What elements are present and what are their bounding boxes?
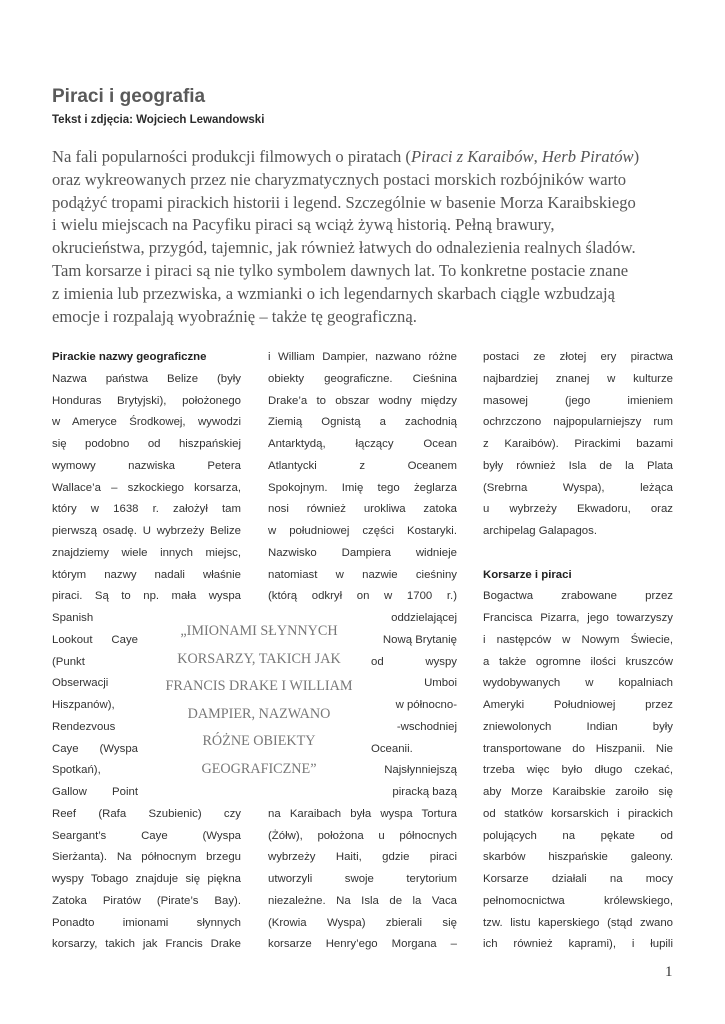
body-line: Zatoka Piratów (Pirate’s Bay).	[52, 894, 241, 907]
body-line: i następców w Nowym Świecie,	[483, 633, 673, 646]
lead-paragraph	[52, 146, 682, 328]
body-line: wybrzeży Haiti, gdzie piraci	[268, 851, 457, 864]
body-line: obiekty geograficzne. Cieśnina	[268, 372, 457, 385]
body-line: najbardziej znanej w kulturze	[483, 372, 673, 385]
body-line: polujących na pękate od	[483, 829, 673, 842]
body-line: Najsłynniejszą	[384, 764, 457, 777]
body-line: Lookout Caye	[52, 633, 138, 646]
body-line: Sierżanta). Na północnym brzegu	[52, 851, 241, 864]
body-line: Reef (Rafa Szubienic) czy	[52, 807, 241, 820]
body-line: Spotkań),	[52, 764, 101, 777]
body-line: masowej (jego imieniem	[483, 394, 673, 407]
body-line: niezależne. Na Isla de la Vaca	[268, 894, 457, 907]
body-line: Korsarze działali na mocy	[483, 873, 673, 885]
body-line: (Srebrna Wyspa), leżąca	[483, 481, 673, 494]
body-line: trzeba więc było długo czekać,	[483, 764, 673, 777]
body-line: Nową Brytanię	[382, 633, 457, 646]
lead-text: Tam korsarze i piraci są nie tylko symbolem dawnych lat. To konkretne postacie znane	[52, 260, 629, 280]
lead-line	[52, 192, 682, 215]
body-line: Hiszpanów),	[52, 699, 115, 711]
body-line: ochrzczono najpopularniejszy rum	[483, 416, 673, 429]
body-line: pierwszą osadę. U wybrzeży Belize	[52, 525, 241, 537]
body-line: w Ameryce Środkowej, wywodzi	[52, 416, 241, 429]
lead-line	[52, 237, 682, 260]
body-line: w północno-	[395, 699, 457, 711]
lead-line	[52, 283, 682, 306]
body-line: i William Dampier, nazwano różne	[268, 351, 457, 363]
body-line: który w 1638 r. założył tam	[52, 503, 241, 516]
film-title: Herb Piratów	[541, 147, 634, 166]
body-line: Honduras Brytyjski), położonego	[52, 394, 241, 407]
body-line: pełnomocnictwa królewskiego,	[483, 894, 673, 907]
body-line: którym nazwy nadali właśnie	[52, 568, 241, 581]
body-line: postaci ze złotej ery piractwa	[483, 351, 673, 363]
pull-quote-line: GEOGRAFICZNE”	[201, 760, 317, 777]
body-line: od wyspy	[371, 655, 457, 668]
body-line: Wallace’a – szkockiego korsarza,	[52, 481, 241, 494]
body-line: utworzyli swoje terytorium	[268, 873, 457, 885]
body-line: Obserwacji	[52, 677, 109, 690]
section-heading: Pirackie nazwy geograficzne	[52, 351, 207, 363]
body-line: wymowy nazwiska Petera	[52, 459, 241, 472]
section-heading: Korsarze i piraci	[483, 568, 572, 581]
lead-text: oraz wykreowanych przez nie charyzmatycznych postaci morskich rozbójników warto	[52, 169, 627, 189]
lead-text: podążyć tropami pirackich historii i legend. Szczególnie w basenie Morza Karaibskiego	[52, 192, 636, 212]
body-line: -wschodniej	[396, 720, 457, 733]
body-line: były również Isla de la Plata	[483, 459, 673, 472]
lead-line	[52, 260, 682, 283]
lead-text: )	[633, 147, 640, 166]
lead-text: emocje i rozpalają wyobraźnię – także tę geograficzną.	[52, 306, 417, 326]
body-line: z Karaibów). Pirackimi bazami	[483, 438, 673, 450]
body-line: na Karaibach była wyspa Tortura	[268, 807, 457, 820]
pull-quote	[148, 618, 370, 783]
body-line: (którą odkrył on w 1700 r.)	[268, 590, 457, 603]
body-line: Atlantycki z Oceanem	[268, 459, 457, 472]
body-line: Ameryki Południowej przez	[483, 699, 673, 711]
body-line: Oceanii.	[371, 742, 413, 755]
body-line: wydobywanych w kopalniach	[483, 677, 673, 690]
lead-line	[52, 214, 682, 237]
body-line: Rendezvous	[52, 720, 116, 733]
body-line: korsarze Henry’ego Morgana –	[268, 938, 457, 951]
film-title: Piraci z Karaibów	[410, 147, 534, 166]
body-line: transportowane do Hiszpanii. Nie	[483, 742, 673, 755]
lead-line	[52, 306, 682, 329]
body-line: ich również kaprami), i łupili	[483, 938, 673, 951]
body-line: znajdziemy wiele innych miejsc,	[52, 546, 241, 559]
lead-text: z imienia lub przezwiska, a wzmianki o ich legendarnych skarbach ciągle wzbudzają	[52, 283, 616, 303]
body-line: archipelag Galapagos.	[483, 525, 597, 537]
body-line: piracką bazą	[392, 786, 457, 798]
pull-quote-line: FRANCIS DRAKE I WILLIAM	[165, 678, 353, 694]
body-line: tzw. listu kaperskiego (stąd zwano	[483, 916, 673, 929]
body-line: Francisca Pizarra, jego towarzyszy	[483, 612, 673, 624]
body-line: (Żółw), położona u północnych	[268, 829, 457, 842]
body-line: w południowej części Kostaryki.	[268, 525, 457, 537]
body-line: (Punkt	[52, 655, 85, 668]
page-number: 1	[665, 964, 673, 980]
lead-text: ,	[533, 147, 542, 166]
pull-quote-line: „IMIONAMI SŁYNNYCH	[180, 623, 338, 639]
body-line: Bogactwa zrabowane przez	[483, 590, 673, 603]
body-line: zniewolonych Indian były	[483, 720, 673, 733]
body-line: Nazwisko Dampiera widnieje	[268, 546, 457, 559]
pull-quote-line: RÓŻNE OBIEKTY	[202, 733, 316, 749]
article-title: Piraci i geografia	[52, 86, 206, 107]
body-line: Ziemią Ognistą a zachodnią	[268, 416, 457, 429]
body-line: (Krowia Wyspa) zbierali się	[268, 916, 457, 929]
lead-line	[52, 169, 682, 192]
pull-quote-line: DAMPIER, NAZWANO	[187, 705, 331, 722]
body-line: Gallow Point	[52, 786, 138, 798]
body-line: od statków korsarskich i pirackich	[483, 807, 673, 820]
body-line: korsarzy, takich jak Francis Drake	[52, 938, 241, 951]
body-line: a także ogromne ilości kruszców	[483, 655, 673, 668]
lead-text: Na fali popularności produkcji filmowych o piratach (	[52, 147, 411, 166]
body-line: wyspy Tobago znajduje się piękna	[52, 873, 241, 885]
pull-quote-line: KORSARZY, TAKICH JAK	[177, 650, 341, 667]
body-line: nosi również urokliwa zatoka	[268, 503, 457, 516]
body-line: Antarktydą, łączący Ocean	[268, 438, 457, 450]
body-line: Drake’a to obszar wodny między	[268, 394, 457, 407]
body-line: oddzielającej	[391, 612, 457, 624]
lead-text: i wielu miejscach na Pacyfiku piraci są wciąż żywą historią. Pełną brawury,	[52, 215, 555, 235]
article-byline: Tekst i zdjęcia: Wojciech Lewandowski	[52, 114, 265, 126]
body-line: aby Morze Karaibskie zaroiło się	[483, 786, 673, 798]
body-line: Ponadto imionami słynnych	[52, 916, 241, 929]
lead-text: okrucieństwa, przygód, tajemnic, jak również łatwych do odnalezienia realnych śladów.	[52, 238, 636, 258]
lead-line	[52, 146, 682, 169]
body-line: Seargant’s Caye (Wyspa	[52, 829, 241, 842]
body-line: Spanish	[52, 612, 94, 624]
body-line: Nazwa państwa Belize (były	[52, 372, 241, 385]
body-line: Umboi	[424, 677, 457, 690]
body-line: piraci. Są to np. mała wyspa	[52, 590, 241, 603]
body-line: u wybrzeży Ekwadoru, oraz	[483, 503, 673, 516]
body-line: skarbów hiszpańskie galeony.	[483, 851, 673, 864]
body-line: Spokojnym. Imię tego żeglarza	[268, 481, 457, 494]
body-line: Caye (Wyspa	[52, 742, 138, 755]
body-line: natomiast w nazwie cieśniny	[268, 568, 457, 581]
body-line	[483, 545, 673, 561]
body-line: się podobno od hiszpańskiej	[52, 438, 241, 450]
